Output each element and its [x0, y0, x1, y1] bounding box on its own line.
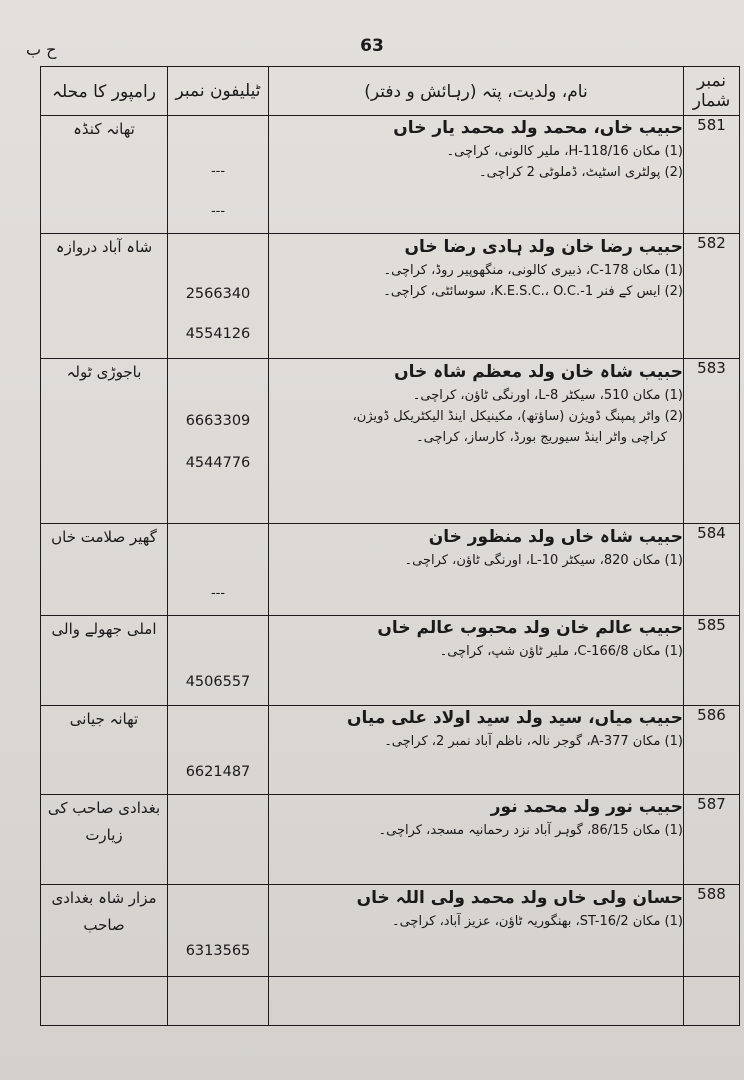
serial-number: 581	[684, 116, 740, 234]
phone-cell	[168, 524, 269, 616]
serial-number: 583	[684, 359, 740, 524]
phone-cell	[168, 616, 269, 706]
address-line: (1) مکان 510، سیکٹر L-8، اورنگی ٹاؤن، کراچی۔	[412, 388, 683, 403]
address-line: (1) مکان C-178، ذبیری کالونی، منگھوپیر روڈ، کراچی۔	[383, 263, 683, 278]
entry-cell	[269, 706, 684, 795]
phone-value: ---	[210, 204, 226, 219]
header-row	[41, 67, 740, 116]
entry-name: حبیب خاں، محمد ولد محمد یار خاں	[393, 118, 683, 138]
phone-cell	[168, 234, 269, 359]
header-serial: نمبر شمار	[684, 67, 740, 116]
phone-value: 4554126	[185, 326, 251, 342]
entry-cell	[269, 234, 684, 359]
table-row-empty	[41, 977, 740, 1026]
serial-number: 586	[684, 706, 740, 795]
area-cell: بغدادی صاحب کی زیارت	[41, 795, 168, 885]
page-number: 63	[360, 36, 384, 56]
entry-cell	[269, 885, 684, 977]
table-row	[41, 524, 740, 616]
address-line: کراچی واٹر اینڈ سیوریج بورڈ، کارساز، کراچی۔	[416, 430, 667, 445]
serial-number: 582	[684, 234, 740, 359]
corner-mark: ح ب	[26, 40, 57, 59]
phone-value: 6313565	[185, 943, 251, 959]
table-row	[41, 706, 740, 795]
entry-cell	[269, 359, 684, 524]
phone-value: 6663309	[185, 413, 251, 429]
phone-cell	[168, 359, 269, 524]
serial-number: 585	[684, 616, 740, 706]
address-line: (1) مکان 86/15، گوہر آباد نزد رحمانیہ مسجد، کراچی۔	[378, 823, 683, 838]
area-cell: تھانہ جیانی	[41, 706, 168, 795]
table-row	[41, 616, 740, 706]
table-row	[41, 234, 740, 359]
address-line: (1) مکان H-118/16، ملیر کالونی، کراچی۔	[446, 144, 683, 159]
phone-cell	[168, 706, 269, 795]
area-cell: مزار شاہ بغدادی صاحب	[41, 885, 168, 977]
table-row	[41, 885, 740, 977]
register-table	[40, 66, 740, 1026]
header-phone: ٹیلیفون نمبر	[168, 67, 269, 116]
table-row	[41, 116, 740, 234]
phone-value: 6621487	[185, 764, 251, 780]
address-line: (1) مکان A-377، گوجر نالہ، ناظم آباد نمبر 2، کراچی۔	[384, 734, 683, 749]
address-line: (2) ایس کے فنر K.E.S.C.، O.C.-1، سوسائٹی، کراچی۔	[383, 284, 683, 299]
serial-number: 588	[684, 885, 740, 977]
address-line: (1) مکان ST-16/2، بھنگوریہ ٹاؤن، عزیز آباد، کراچی۔	[391, 914, 683, 929]
header-name: نام، ولدیت، پتہ (رہائش و دفتر)	[269, 67, 684, 116]
address-line: (1) مکان 820، سیکٹر L-10، اورنگی ٹاؤن، کراچی۔	[404, 553, 683, 568]
address-line: (2) پولٹری اسٹیٹ، ڈملوٹی 2 کراچی۔	[479, 165, 683, 180]
entry-cell	[269, 524, 684, 616]
address-line: (1) مکان C-166/8، ملیر ٹاؤن شپ، کراچی۔	[439, 644, 683, 659]
phone-cell	[168, 795, 269, 885]
entry-name: حبیب میاں، سید ولد سید اولاد علی میاں	[347, 708, 683, 728]
table-row	[41, 795, 740, 885]
area-cell: گھیر صلامت خاں	[41, 524, 168, 616]
table-row	[41, 359, 740, 524]
phone-cell	[168, 116, 269, 234]
phone-value: 4506557	[185, 674, 251, 690]
area-cell: شاہ آباد دروازہ	[41, 234, 168, 359]
phone-value: ---	[210, 586, 226, 601]
area-cell: املی جھولے والی	[41, 616, 168, 706]
entry-cell	[269, 116, 684, 234]
phone-value: 4544776	[185, 455, 251, 471]
entry-name: حبیب نور ولد محمد نور	[490, 797, 683, 817]
serial-number: 584	[684, 524, 740, 616]
entry-cell	[269, 795, 684, 885]
entry-name: حبیب شاہ خاں ولد منظور خان	[428, 527, 683, 547]
header-area: رامپور کا محلہ	[41, 67, 168, 116]
phone-value: ---	[210, 164, 226, 179]
address-line: (2) واٹر پمپنگ ڈویژن (ساؤتھ)، مکینیکل اینڈ الیکٹریکل ڈویژن،	[352, 409, 683, 424]
phone-value: 2566340	[185, 286, 251, 302]
area-cell: تھانہ کنڈہ	[41, 116, 168, 234]
entry-name: حبیب شاہ خان ولد معظم شاہ خاں	[394, 362, 683, 382]
serial-number: 587	[684, 795, 740, 885]
area-cell: باجوڑی ٹولہ	[41, 359, 168, 524]
entry-cell	[269, 616, 684, 706]
entry-name: حسان ولی خاں ولد محمد ولی اللہ خاں	[356, 888, 683, 908]
phone-cell	[168, 885, 269, 977]
entry-name: حبیب عالم خان ولد محبوب عالم خاں	[377, 618, 683, 638]
entry-name: حبیب رضا خان ولد ہادی رضا خاں	[404, 237, 683, 257]
